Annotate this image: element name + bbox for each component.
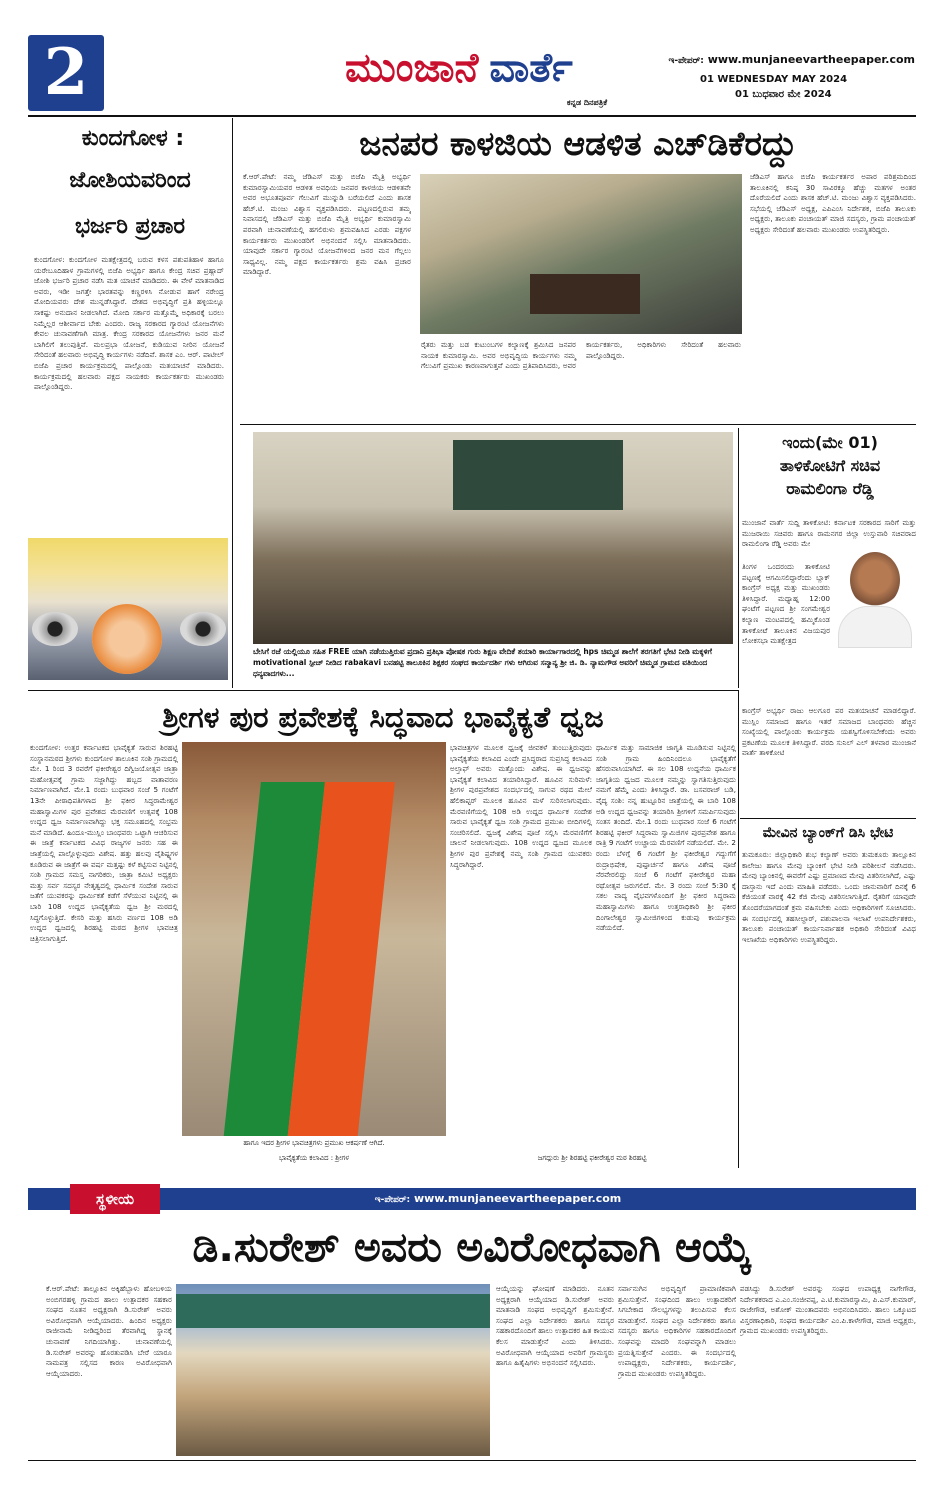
bottom-story-photo [176, 1284, 490, 1456]
portrait-badge [92, 604, 162, 674]
masthead-rule [28, 115, 916, 117]
flag-photo-caption-2: ಭಾವೈಕ್ಯತೆಯ ಕಲಾವಿದ : ಶ್ರೀಗಳ [278, 1154, 350, 1162]
bank-story-body: ತುಮಕೂರು: ಜಿಲ್ಲಾಧಿಕಾರಿ ಶುಭ ಕಲ್ಯಾಣ್ ಅವರು ತುಮಕೂರು ತಾಲ್ಲೂಕಿನ ಕಾಲೇಜು ಹಾಗೂ ಮೇವು ಬ್ಯಾಂಕಿಗೆ ಭೇಟಿ ನೀಡಿ ಪರಿಶೀಲನೆ ನಡೆಸಿದರು. ಮೇವು ಬ್ಯಾಂಕಿನಲ್ಲಿ ಈವರೆಗೆ ಎಷ್ಟು ಪ್ರಮಾಣದ ಮೇವು ವಿತರಿಸಲಾಗಿದೆ, ಎಷ್ಟು ದಾಸ್ತಾನು ಇದೆ ಎಂದು ಮಾಹಿತಿ ಪಡೆದರು. ಒಂದು ಜಾನುವಾರಿಗೆ ದಿನಕ್ಕೆ 6 ಕೆಜಿಯಂತೆ ವಾರಕ್ಕೆ 42 ಕೆಜಿ ಮೇವು ವಿತರಿಸಲಾಗುತ್ತಿದೆ. ರೈತರಿಗೆ ಯಾವುದೇ ತೊಂದರೆಯಾಗದಂತೆ ಕ್ರಮ ವಹಿಸಬೇಕು ಎಂದು ಅಧಿಕಾರಿಗಳಿಗೆ ಸೂಚಿಸಿದರು. ಈ ಸಂದರ್ಭದಲ್ಲಿ ತಹಸೀಲ್ದಾರ್, ಪಶುಪಾಲನಾ ಇಲಾಖೆ ಉಪನಿರ್ದೇಶಕರು, ತಾಲೂಕು ಪಂಚಾಯತ್ ಕಾರ್ಯನಿರ್ವಾಹಕ ಅಧಿಕಾರಿ ಸೇರಿದಂತೆ ವಿವಿಧ ಇಲಾಖೆಯ ಅಧಿಕಾರಿಗಳು ಉಪಸ್ಥಿತರಿದ್ದರು. [742, 850, 916, 944]
band-label-box [70, 1184, 160, 1214]
right-story-side: ತಿಂಗಳ ಒಂದರಂದು ತಾಳಿಕೋಟಿ ಪಟ್ಟಣಕ್ಕೆ ಆಗಮಿಸಲಿದ್ದಾರೆಂದು ಬ್ಲಾಕ್ ಕಾಂಗ್ರೆಸ್ ಅಧ್ಯಕ್ಷ ಮತ್ತು ಮುಖಂಡರು ತಿಳಿಸಿದ್ದಾರೆ. ಮಧ್ಯಾಹ್ನ 12:00 ಘಂಟೆಗೆ ಪಟ್ಟಣದ ಶ್ರೀ ಸಂಗಮೇಶ್ವರ ಕಲ್ಯಾಣ ಮಂಟಪದಲ್ಲಿ ಹಮ್ಮಿಕೊಂಡ ತಾಳಿಕೋಟೆ ತಾಲೂಕಿನ ವಿಜಯಪುರ ಲೋಕಸಭಾ ಮತಕ್ಷೇತ್ರದ [742, 562, 830, 646]
left-story [28, 118, 228, 688]
flag-story-col1: ಕುಂದಗೋಳ: ಉತ್ತರ ಕರ್ನಾಟಕದ ಭಾವೈಕ್ಯತೆ ಸಾರುವ ಶಿರಹಟ್ಟಿ ಸಂಸ್ಥಾನಮಠದ ಶ್ರೀಗಳು ಕುಂದಗೋಳ ತಾಲೂಕಿನ ಸಂಶಿ ಗ್ರಾಮದಲ್ಲಿ ಮೇ. 1 ರಿಂದ 3 ರವರೆಗೆ ಫಕೀರೇಶ್ವರ ದಿಗ್ವಿಜಯೋತ್ಸವ ಜಾತ್ರಾ ಮಹೋತ್ಸವಕ್ಕೆ ಗ್ರಾಮ ಸಜ್ಜಾಗಿದ್ದು ಹಬ್ಬದ ವಾತಾವರಣ ನಿರ್ಮಾಣವಾಗಿದೆ. ಮೇ.1 ರಂದು ಬುಧವಾರ ಸಂಜೆ 5 ಗಂಟೆಗೆ 13ನೇ ಪೀಠಾಧಿಪತಿಗಳಾದ ಶ್ರೀ ಫಕೀರ ಸಿದ್ಧರಾಮೇಶ್ವರ ಮಹಾಸ್ವಾಮಿಗಳ ಪುರ ಪ್ರವೇಶದ ಮೆರವಣಿಗೆ ಉತ್ಸವಕ್ಕೆ 108 ಉದ್ದದ ಧ್ವಜ ನಿರ್ಮಾಣವಾಗಿದ್ದು ಭಕ್ತ ಸಮೂಹದಲ್ಲಿ ಸಂಭ್ರಮ ಮನೆ ಮಾಡಿದೆ. ಹಿಂದೂ-ಮುಸ್ಲಿಂ ಬಾಂಧವರು ಒಟ್ಟಾಗಿ ಆಚರಿಸುವ ಈ ಜಾತ್ರೆ ಕರ್ನಾಟಕದ ವಿವಿಧ ರಾಜ್ಯಗಳ ಜನರು ಸಹ ಈ ಜಾತ್ರೆಯಲ್ಲಿ ಪಾಲ್ಗೊಳ್ಳುವುದು ವಿಶೇಷ. ಹತ್ತು ಹಲವು ವೈಶಿಷ್ಟ್ಯಗಳ ಕೂಡಿರುವ ಈ ಜಾತ್ರೆಗೆ ಈ ವರ್ಷ ಮತ್ತಷ್ಟು ಕಳೆ ಕಟ್ಟಿಸುವ ನಿಟ್ಟಿನಲ್ಲಿ ಸಂಶಿ ಗ್ರಾಮದ ಸಮಸ್ತ ನಾಗರಿಕರು, ಜಾತ್ರಾ ಕಮಿಟಿ ಅಧ್ಯಕ್ಷರು ಮತ್ತು ಸರ್ವ ಸದಸ್ಯರ ನೇತೃತ್ವದಲ್ಲಿ ಧಾರ್ಮಿಕ ಸಂದೇಶ ಸಾರುವ ಜತೆಗೆ ಯುವಕರನ್ನು ಧಾರ್ಮಿಕತೆ ಕಡೆಗೆ ಸೆಳೆಯುವ ನಿಟ್ಟಿನಲ್ಲಿ ಈ ಬಾರಿ 108 ಉದ್ದದ ಭಾವೈಕ್ಯತೆಯ ಧ್ವಜ ಶ್ರೀ ಮಠದಲ್ಲಿ ಸಿದ್ಧಗೊಳ್ಳುತ್ತಿದೆ. ಕೇಸರಿ ಮತ್ತು ಹಸಿರು ವರ್ಣದ 108 ಅಡಿ ಉದ್ದದ ಧ್ವಜದಲ್ಲಿ ಶಿರಹಟ್ಟಿ ಮಠದ ಶ್ರೀಗಳ ಭಾವಚಿತ್ರ ಚಿತ್ರಿಸಲಾಗುತ್ತಿದೆ. [30, 743, 178, 943]
table [530, 274, 640, 314]
right-story-rest: ಕಾಂಗ್ರೆಸ್ ಅಭ್ಯರ್ಥಿ ರಾಜು ಆಲಗೂರ ಪರ ಮತಯಾಚನೆ ಮಾಡಲಿದ್ದಾರೆ. ಮುಸ್ಲಿಂ ಸಮಾಜದ ಹಾಗೂ ಇತರೆ ಸಮಾಜದ ಬಾಂಧವರು ಹೆಚ್ಚಿನ ಸಂಖ್ಯೆಯಲ್ಲಿ ಪಾಲ್ಗೊಂಡು ಕಾರ್ಯಕ್ರಮ ಯಶಸ್ವಿಗೊಳಿಸಬೇಕೆಂದು ಅವರು ಪ್ರಕಟಣೆಯ ಮೂಲಕ ತಿಳಿಸಿದ್ದಾರೆ. ವರದಿ ಸುನಿಲ್ ಎಲ್ ತಳವಾರ ಮುಂಜಾನೆ ವಾರ್ತೆ ತಾಳಿಕೋಟಿ [742, 706, 916, 758]
top-story-col1: ಕೆ.ಆರ್.ಪೇಟೆ: ನಮ್ಮ ಜೆಡಿಎಸ್ ಮತ್ತು ಬಿಜೆಪಿ ಮೈತ್ರಿ ಅಭ್ಯರ್ಥಿ ಕುಮಾರಸ್ವಾಮಿಯವರ ಆಡಳಿತ ಅವಧಿಯ ಜನಪರ ಕಾಳಜಿಯ ಆಡಳಿತವೇ ಅವರ ಅಭೂತಪೂರ್ವ ಗೆಲುವಿಗೆ ಮುನ್ನುಡಿ ಬರೆಯಲಿದೆ ಎಂದು ಶಾಸಕ ಹೆಚ್.ಟಿ. ಮಂಜು ವಿಶ್ವಾಸ ವ್ಯಕ್ತಪಡಿಸಿದರು. ಪಟ್ಟಣದಲ್ಲಿರುವ ತಮ್ಮ ನಿವಾಸದಲ್ಲಿ ಜೆಡಿಎಸ್ ಮತ್ತು ಬಿಜೆಪಿ ಮೈತ್ರಿ ಅಭ್ಯರ್ಥಿ ಕುಮಾರಸ್ವಾಮಿ ಪರವಾಗಿ ಚುನಾವಣೆಯಲ್ಲಿ ಹಗಲಿರುಳು ಶ್ರಮವಹಿಸಿದ ಎರಡು ಪಕ್ಷಗಳ ಕಾರ್ಯಕರ್ತರು ಮುಖಂಡರಿಗೆ ಅಭಿನಂದನೆ ಸಲ್ಲಿಸಿ ಮಾತನಾಡಿದರು. ಯಾವುದೇ ಸರ್ಕಾರ ಗ್ಯಾರಂಟಿ ಯೋಜನೆಗಳಿಂದ ಜನರ ಮನ ಗೆಲ್ಲಲು ಸಾಧ್ಯವಿಲ್ಲ. ನಮ್ಮ ಪಕ್ಷದ ಕಾರ್ಯಕರ್ತರು ಶ್ರಮ ವಹಿಸಿ ಪ್ರಚಾರ ಮಾಡಿದ್ದಾರೆ. [243, 172, 411, 277]
epaper-url[interactable]: www.munjaneevartheepaper.com [707, 53, 915, 66]
logo-part-2: ವಾರ್ತೆ [489, 45, 573, 91]
bottom-story-headline: ಡಿ.ಸುರೇಶ್ ಅವರು ಅವಿರೋಧವಾಗಿ ಆಯ್ಕೆ [192, 1223, 752, 1271]
loudspeaker-icon [180, 612, 226, 646]
flag-photo-caption-1: ಹಾಗೂ ಇದರ ಶ್ರೀಗಳ ಭಾವಚಿತ್ರಗಳು ಪ್ರಮುಖ ಆಕರ್ಷಣೆ ಆಗಿದೆ. [243, 1139, 385, 1147]
top-story-headline: ಜನಪರ ಕಾಳಜಿಯ ಆಡಳಿತ ಎಚ್‌ಡಿಕೆರದ್ದು [359, 124, 797, 163]
page-bottom-rule [28, 1460, 916, 1461]
page-number-box [28, 35, 104, 111]
minister-portrait [832, 548, 916, 648]
flag-story-col3: ಧಾರ್ಮಿಕ ಮತ್ತು ಸಾಮಾಜಿಕ ಜಾಗೃತಿ ಮೂಡಿಸುವ ನಿಟ್ಟಿನಲ್ಲಿ ಸಂಶಿ ಗ್ರಾಮ ಹಿಂದಿನಿಂದಲೂ ಭಾವೈಕ್ಯತೆಗೆ ಹೆಸರುವಾಸಿಯಾಗಿದೆ. ಈ ಸಲ 108 ಉದ್ದನೆಯ ಧಾರ್ಮಿಕ ಜಾಗೃತಿಯ ಧ್ವಜದ ಮೂಲಕ ನಮ್ಮನ್ನು ಸ್ವಾಗತಿಸುತ್ತಿರುವುದು ನಮಗೆ ಹೆಮ್ಮೆ ಎಂದು ತಿಳಿಸಿದ್ದಾರೆ. ಡಾ. ಬಸವರಾಜ್ ಬಡಿ, ವೈದ್ಯ ಸಂಶಿ: ನನ್ನ ಹುಟ್ಟೂರಿನ ಜಾತ್ರೆಯಲ್ಲಿ ಈ ಬಾರಿ 108 ಅಡಿ ಉದ್ದದ ಧ್ವಜವನ್ನು ತಯಾರಿಸಿ ಶ್ರೀಗಳಿಗೆ ಸಮರ್ಪಿಸುವುದು ಸಂತಸ ತಂದಿದೆ. ಮೇ.1 ರಂದು ಬುಧವಾರ ಸಂಜೆ 6 ಗಂಟೆಗೆ ಶಿರಹಟ್ಟಿ ಫಕೀರ್ ಸಿದ್ಧರಾಮ ಸ್ವಾಮಿಜಿಗಳ ಪುರಪ್ರವೇಶ ಹಾಗೂ ರಾತ್ರಿ 9 ಗಂಟೆಗೆ ಉಚ್ಚಾಯ ಮೆರವಣಿಗೆ ನಡೆಯಲಿದೆ. ಮೇ. 2 ರಂದು ಬೆಳಗ್ಗೆ 6 ಗಂಟೆಗೆ ಶ್ರೀ ಫಕೀರೇಶ್ವರ ಗದ್ದುಗೆಗೆ ರುದ್ರಾಭಿಷೇಕ, ಪುಷ್ಪಾರ್ಚನೆ ಹಾಗೂ ವಿಶೇಷ ಪೂಜೆ ನೆರವೇರಲಿದ್ದು ಸಂಜೆ 6 ಗಂಟೆಗೆ ಫಕೀರೇಶ್ವರ ಮಹಾ ರಥೋತ್ಸವ ಜರುಗಲಿದೆ. ಮೇ. 3 ರಂದು ಸಂಜೆ 5:30 ಕ್ಕೆ ಸಕಲ ವಾದ್ಯ ವೈಭವಗಳೊಂದಿಗೆ ಶ್ರೀ ಫಕೀರ ಸಿದ್ಧರಾಮ ಮಹಾಸ್ವಾಮಿಗಳು ಹಾಗೂ ಉತ್ತರಾಧಿಕಾರಿ ಶ್ರೀ ಫಕೀರ ದಿಂಗಾಲೇಶ್ವರ ಸ್ವಾಮೀಜಿಗಳಿಂದ ಕುಡುಪು ಕಾರ್ಯಕ್ರಮ ನಡೆಯಲಿದೆ. [596, 743, 736, 933]
right-headline-1: ಇಂದು(ಮೇ 01) [782, 433, 878, 452]
date-kn: 01 ಬುಧವಾರ ಮೇ 2024 [735, 89, 832, 100]
bank-story-top-rule [740, 818, 916, 819]
school-caption: ಬೇಸಿಗೆ ರಜೆ ಯಲ್ಲಿಯೂ ಸಹಿತ FREE ಯಾಗಿ ನಡೆಯುತ್ತಿರುವ ಪ್ರದಾನಿ ಪ್ರತಿಭಾ ಪೋಷಕ ಗುರು ಶಿಕ್ಷಣ ವೇದಿಕೆ ತಯಾರಿ ಕಾರ್ಯಾಗಾರದಲ್ಲಿ hps ಚಿಮ್ಮಡ ಶಾಲೆಗೆ ತರಗತಿಗೆ ಭೇಟಿ ನೀಡಿ ಮಕ್ಕಳಿಗೆ motivational ಸ್ಪೀಚ್ ನೀಡಿದ rabakavi ಬನಹಟ್ಟಿ ತಾಲೂಕಿನ ಶಿಕ್ಷಕರ ಸಂಘದ ಕಾರ್ಯದರ್ಶಿ ಗಳು ಆಗಿರುವ ಸನ್ಮಾನ್ಯ ಶ್ರೀ ಜಿ. ಡಿ. ನ್ಯಾಮಗೌಡ ಅವರಿಗೆ ಚಿಮ್ಮಡ ಗ್ರಾಮದ ವತಿಯಿಂದ ಧನ್ಯವಾದಗಳು... [253, 647, 712, 678]
bottom-story-col4: ಪಡಸಿದ್ದು ಡಿ.ಸುರೇಶ್ ಅವರನ್ನು ಸಂಘದ ಉಪಾಧ್ಯಕ್ಷ ನಾಗೇಗೌಡ, ನಿರ್ದೇಶಕರಾದ ಎ.ಎಂ.ಸಂಜೀವಪ್ಪ, ಎ.ಟಿ.ಕುಮಾರಸ್ವಾಮಿ, ಪಿ.ಎಸ್.ಕುಮಾರ್, ರಾಜೇಗೌಡ, ಅಶೋಕ್ ಮುಂತಾದವರು ಅಭಿನಂದಿಸಿದರು. ಹಾಲು ಒಕ್ಕೂಟದ ವಿಸ್ತರಣಾಧಿಕಾರಿ, ಸಂಘದ ಕಾರ್ಯದರ್ಶಿ ಎಂ.ಪಿ.ಕಾಳೇಗೌಡ, ಮಾಜಿ ಅಧ್ಯಕ್ಷರು, ಗ್ರಾಮದ ಮುಖಂಡರು ಉಪಸ್ಥಿತರಿದ್ದರು. [740, 1284, 916, 1336]
date-en: 01 WEDNESDAY MAY 2024 [700, 74, 848, 85]
sthaliya-band [28, 1188, 916, 1210]
epaper-label: ಇ-ಪೇಪರ್: [668, 56, 704, 66]
masthead-tagline: ಕನ್ನಡ ದಿನಪತ್ರಿಕೆ [566, 98, 608, 107]
left-column-divider [232, 118, 233, 688]
bottom-story-col1: ಕೆ.ಆರ್.ಪೇಟೆ: ತಾಲ್ಲೂಕಿನ ಅಕ್ಕಿಹೆಬ್ಬಾಳು ಹೋಬಳಿಯ ಅಂಬಿಗರಹಳ್ಳಿ ಗ್ರಾಮದ ಹಾಲು ಉತ್ಪಾದಕರ ಸಹಕಾರ ಸಂಘದ ನೂತನ ಅಧ್ಯಕ್ಷರಾಗಿ ಡಿ.ಸುರೇಶ್ ಅವರು ಅವಿರೋಧವಾಗಿ ಆಯ್ಕೆಯಾದರು. ಹಿಂದಿನ ಅಧ್ಯಕ್ಷರು ರಾಜೀನಾಮೆ ನೀಡಿದ್ದರಿಂದ ತೆರವಾಗಿದ್ದ ಸ್ಥಾನಕ್ಕೆ ಚುನಾವಣೆ ನಿಗದಿಯಾಗಿತ್ತು. ಚುನಾವಣೆಯಲ್ಲಿ ಡಿ.ಸುರೇಶ್ ಅವರನ್ನು ಹೊರತುಪಡಿಸಿ ಬೇರೆ ಯಾರೂ ನಾಮಪತ್ರ ಸಲ್ಲಿಸದ ಕಾರಣ ಅವಿರೋಧವಾಗಿ ಆಯ್ಕೆಯಾದರು. [46, 1284, 172, 1378]
masthead-logo [345, 38, 715, 98]
flag-photo [182, 742, 446, 1136]
left-story-photo [28, 538, 228, 680]
top-story-photo [420, 174, 742, 334]
masthead [0, 0, 945, 118]
portrait-shirt [838, 606, 912, 648]
school-photo [253, 432, 733, 644]
building [176, 1294, 490, 1328]
band-epaper-url[interactable]: www.munjaneevartheepaper.com [413, 1192, 622, 1205]
left-headline-2: ಜೋಶಿಯವರಿಂದ [69, 168, 191, 193]
flag-story-headline: ಶ್ರೀಗಳ ಪುರ ಪ್ರವೇಶಕ್ಕೆ ಸಿದ್ಧವಾದ ಭಾವೈಕ್ಯತೆ ಧ್ವಜ [162, 700, 604, 734]
left-story-body: ಕುಂದಗೋಳ: ಕುಂದಗೋಳ ಮತಕ್ಷೇತ್ರದಲ್ಲಿ ಬರುವ ಕಳಸ ಪಶುಪತಿಹಾಳ ಹಾಗೂ ಯರೇಬೂದಿಹಾಳ ಗ್ರಾಮಗಳಲ್ಲಿ ಬಿಜೆಪಿ ಅಭ್ಯರ್ಥಿ ಹಾಗೂ ಕೇಂದ್ರ ಸಚಿವ ಪ್ರಹ್ಲಾದ್ ಜೋಶಿ ಭರ್ಜರಿ ಪ್ರಚಾರ ನಡೆಸಿ ಮತ ಯಾಚನೆ ಮಾಡಿದರು. ಈ ವೇಳೆ ಮಾತನಾಡಿದ ಅವರು, ಇಡೀ ಜಗತ್ತೇ ಭಾರತವನ್ನು ಕಣ್ಣರಳಿಸಿ ನೋಡುವ ಹಾಗೆ ನರೇಂದ್ರ ಮೋದಿಯವರು ದೇಶ ಮುನ್ನಡೆಸಿದ್ದಾರೆ. ದೇಶದ ಅಭಿವೃದ್ಧಿಗೆ ಪ್ರತಿ ಹಳ್ಳಿಯಲ್ಲೂ ಸಾಕಷ್ಟು ಅನುದಾನ ನೀಡಲಾಗಿದೆ. ಮೋದಿ ಸರ್ಕಾರ ಮತ್ತೊಮ್ಮೆ ಅಧಿಕಾರಕ್ಕೆ ಬರಲು ನಿಮ್ಮೆಲ್ಲರ ಆಶೀರ್ವಾದ ಬೇಕು ಎಂದರು. ರಾಜ್ಯ ಸರಕಾರದ ಗ್ಯಾರಂಟಿ ಯೋಜನೆಗಳು ಕೇವಲ ಚುನಾವಣೆಗಾಗಿ ಮಾತ್ರ. ಕೇಂದ್ರ ಸರಕಾರದ ಯೋಜನೆಗಳು ಜನರ ಮನೆ ಬಾಗಿಲಿಗೆ ತಲುಪುತ್ತಿವೆ. ಮಲಪ್ರಭಾ ಯೋಜನೆ, ಕುಡಿಯುವ ನೀರಿನ ಯೋಜನೆ ಸೇರಿದಂತೆ ಹಲವಾರು ಅಭಿವೃದ್ಧಿ ಕಾರ್ಯಗಳು ನಡೆದಿವೆ. ಶಾಸಕ ಎಂ. ಆರ್. ಪಾಟೀಲ್ ಬಿಜೆಪಿ ಪ್ರಚಾರ ಕಾರ್ಯಕ್ರಮದಲ್ಲಿ ಪಾಲ್ಗೊಂಡು ಮತಯಾಚನೆ ಮಾಡಿದರು. ಕಾರ್ಯಕ್ರಮದಲ್ಲಿ ಹಲವಾರು ಪಕ್ಷದ ನಾಯಕರು ಕಾರ್ಯಕರ್ತರು ಮುಖಂಡರು ಪಾಲ್ಗೊಂಡಿದ್ದರು. [34, 255, 224, 392]
epaper-line [655, 53, 915, 66]
band-epaper [308, 1188, 688, 1210]
flag-story-top-rule [28, 690, 738, 691]
band-epaper-label: ಇ-ಪೇಪರ್: [374, 1195, 411, 1205]
flag-photo-caption-3: ಜಗದ್ಗುರು ಶ್ರೀ ಶಿರಹಟ್ಟಿ ಫಕೀರೇಶ್ವರ ಮಠ ಶಿರಹಟ್ಟಿ [537, 1154, 647, 1162]
portrait-face [850, 552, 900, 608]
page-number: 2 [43, 35, 89, 110]
right-headline-2: ತಾಳಿಕೋಟಿಗೆ ಸಚಿವ [779, 456, 881, 475]
top-story-bottom-rule [240, 424, 916, 425]
top-story-col3: ಜೆಡಿಎಸ್ ಹಾಗೂ ಬಿಜೆಪಿ ಕಾರ್ಯಕರ್ತರ ಅಪಾರ ಪರಿಶ್ರಮದಿಂದ ತಾಲೂಕಿನಲ್ಲಿ ಕನಿಷ್ಠ 30 ಸಾವಿರಕ್ಕೂ ಹೆಚ್ಚು ಮತಗಳ ಅಂತರ ದೊರೆಯಲಿದೆ ಎಂದು ಶಾಸಕ ಹೆಚ್.ಟಿ. ಮಂಜು ವಿಶ್ವಾಸ ವ್ಯಕ್ತಪಡಿಸಿದರು. ಸಭೆಯಲ್ಲಿ ಜೆಡಿಎಸ್ ಅಧ್ಯಕ್ಷ, ಎಪಿಎಂಸಿ ನಿರ್ದೇಶಕ, ಬಿಜೆಪಿ ತಾಲೂಕು ಅಧ್ಯಕ್ಷರು, ತಾಲೂಕು ಪಂಚಾಯತ್ ಮಾಜಿ ಸದಸ್ಯರು, ಗ್ರಾಮ ಪಂಚಾಯತ್ ಅಧ್ಯಕ್ಷರು ಸೇರಿದಂತೆ ಹಲವಾರು ಮುಖಂಡರು ಉಪಸ್ಥಿತರಿದ್ದರು. [750, 172, 916, 234]
top-story-photo-caption: ರೈತರು ಮತ್ತು ಬಡ ಕುಟುಂಬಗಳ ಕಲ್ಯಾಣಕ್ಕೆ ಶ್ರಮಿಸಿದ ಜನಪರ ನಾಯಕ ಕುಮಾರಸ್ವಾಮಿ. ಅವರ ಅಭಿವೃದ್ಧಿಯ ಕಾರ್ಯಗಳು ನಮ್ಮ ಗೆಲುವಿಗೆ ಪ್ರಮುಖ ಕಾರಣವಾಗುತ್ತವೆ ಎಂದು ಪ್ರತಿಪಾದಿಸಿದರು, ಅವರ ಕಾರ್ಯಕರ್ತರು, ಅಧಿಕಾರಿಗಳು ಸೇರಿದಂತೆ ಹಲವಾರು ಪಾಲ್ಗೊಂಡಿದ್ದರು. [421, 340, 741, 371]
band-label: ಸ್ಥಳೀಯ [95, 1190, 135, 1208]
bank-story-headline: ಮೇವಿನ ಬ್ಯಾಂಕ್‌ಗೆ ಡಿಸಿ ಭೇಟಿ [762, 825, 894, 841]
flag-right-divider [738, 690, 739, 1168]
left-headline-3: ಭರ್ಜರಿ ಪ್ರಚಾರ [75, 214, 185, 239]
right-column-divider [738, 428, 739, 688]
right-story-intro: ಮುಂಜಾನೆ ವಾರ್ತೆ ಸುದ್ದಿ ತಾಳಿಕೋಟಿ: ಕರ್ನಾಟಕ ಸರಕಾರದ ಸಾರಿಗೆ ಮತ್ತು ಮುಜರಾಯಿ ಸಚಿವರು ಹಾಗೂ ರಾಮನಗರ ಜಿಲ್ಲಾ ಉಸ್ತುವಾರಿ ಸಚಿವರಾದ ರಾಮಲಿಂಗಾ ರೆಡ್ಡಿ ಅವರು ಮೇ [742, 518, 916, 549]
logo-part-1: ಮುಂಜಾನೆ [345, 45, 479, 91]
left-headline-1: ಕುಂದಗೋಳ : [81, 126, 185, 151]
right-headline-3: ರಾಮಲಿಂಗಾ ರೆಡ್ಡಿ [786, 479, 874, 498]
bottom-story-col2: ಆಯ್ಕೆಯನ್ನು ಘೋಷಣೆ ಮಾಡಿದರು. ನೂತನ ಅಧ್ಯಕ್ಷರಾಗಿ ಆಯ್ಕೆಯಾದ ಡಿ.ಸುರೇಶ್ ಅವರು ಮಾತನಾಡಿ ಸಂಘದ ಅಭಿವೃದ್ಧಿಗೆ ಶ್ರಮಿಸುತ್ತೇನೆ. ಸಂಘದ ಎಲ್ಲಾ ನಿರ್ದೇಶಕರು ಹಾಗೂ ಸದಸ್ಯರ ಸಹಕಾರದೊಂದಿಗೆ ಹಾಲು ಉತ್ಪಾದಕರ ಹಿತ ಕಾಯುವ ಕೆಲಸ ಮಾಡುತ್ತೇನೆ ಎಂದು ತಿಳಿಸಿದರು. ಅವಿರೋಧವಾಗಿ ಆಯ್ಕೆಯಾದ ಅವರಿಗೆ ಗ್ರಾಮಸ್ಥರು ಹಾಗೂ ಹಿತೈಷಿಗಳು ಅಭಿನಂದನೆ ಸಲ್ಲಿಸಿದರು. [496, 1284, 614, 1368]
flag-story-col2: ಭಾವಚಿತ್ರಗಳ ಮೂಲಕ ಧ್ವಜಕ್ಕೆ ಜೀವಕಳೆ ತುಂಬುತ್ತಿರುವುದು ಭಾವೈಕ್ಯತೆಯ ಕಲಾವಿದ ಎಂದೇ ಪ್ರಸಿದ್ಧರಾದ ಸುಪ್ರಸಿದ್ಧ ಕಲಾವಿದ ಅಲ್ತಾಫ್ ಅವರು ಮತ್ತೊಂದು ವಿಶೇಷ. ಈ ಧ್ವಜವನ್ನು ಭಾವೈಕ್ಯತೆ ಕಲಾವಿದ ತಯಾರಿಸಿದ್ದಾರೆ. ಹೂವಿನ ಸುರಿಮಳೆ: ಶ್ರೀಗಳ ಪುರಪ್ರವೇಶದ ಸಂದರ್ಭದಲ್ಲಿ ಸಾಗುವ ರಥದ ಮೇಲೆ ಹೆಲಿಕಾಪ್ಟರ್ ಮೂಲಕ ಹೂವಿನ ಮಳೆ ಸುರಿಸಲಾಗುವುದು. ಮೆರವಣಿಗೆಯಲ್ಲಿ 108 ಅಡಿ ಉದ್ದದ ಧಾರ್ಮಿಕ ಸಂದೇಶ ಸಾರುವ ಭಾವೈಕ್ಯತೆ ಧ್ವಜ ಸಂಶಿ ಗ್ರಾಮದ ಪ್ರಮುಖ ಬೀದಿಗಳಲ್ಲಿ ಸಂಚರಿಸಲಿದೆ. ಧ್ವಜಕ್ಕೆ ವಿಶೇಷ ಪೂಜೆ ಸಲ್ಲಿಸಿ ಮೆರವಣಿಗೆಗೆ ಚಾಲನೆ ನೀಡಲಾಗುವುದು. 108 ಉದ್ದದ ಧ್ವಜದ ಮೂಲಕ ಶ್ರೀಗಳ ಪುರ ಪ್ರವೇಶಕ್ಕೆ ನಮ್ಮ ಸಂಶಿ ಗ್ರಾಮದ ಯುವಕರು ಸಿದ್ಧರಾಗಿದ್ದಾರೆ. [450, 743, 592, 869]
loudspeaker-icon [32, 612, 78, 646]
blackboard [453, 440, 623, 510]
bottom-story-col3: ಸರ್ವಾನುಗಿನ ಅಭಿವೃದ್ಧಿಗೆ ಪ್ರಾಮಾಣಿಕವಾಗಿ ಶ್ರಮಿಸುತ್ತೇನೆ. ಸಂಘದಿಂದ ಹಾಲು ಉತ್ಪಾದಕರಿಗೆ ಸಿಗಬೇಕಾದ ಸೌಲಭ್ಯಗಳನ್ನು ತಲುಪಿಸುವ ಕೆಲಸ ಮಾಡುತ್ತೇನೆ. ಸಂಘದ ಎಲ್ಲಾ ನಿರ್ದೇಶಕರು ಹಾಗೂ ಸದಸ್ಯರು ಹಾಗೂ ಅಧಿಕಾರಿಗಳ ಸಹಕಾರದೊಂದಿಗೆ ಸಂಘವನ್ನು ಮಾದರಿ ಸಂಘವನ್ನಾಗಿ ಮಾಡಲು ಪ್ರಯತ್ನಿಸುತ್ತೇನೆ ಎಂದರು. ಈ ಸಂದರ್ಭದಲ್ಲಿ ಉಪಾಧ್ಯಕ್ಷರು, ನಿರ್ದೇಶಕರು, ಕಾರ್ಯದರ್ಶಿ, ಗ್ರಾಮದ ಮುಖಂಡರು ಉಪಸ್ಥಿತರಿದ್ದರು. [618, 1284, 736, 1378]
